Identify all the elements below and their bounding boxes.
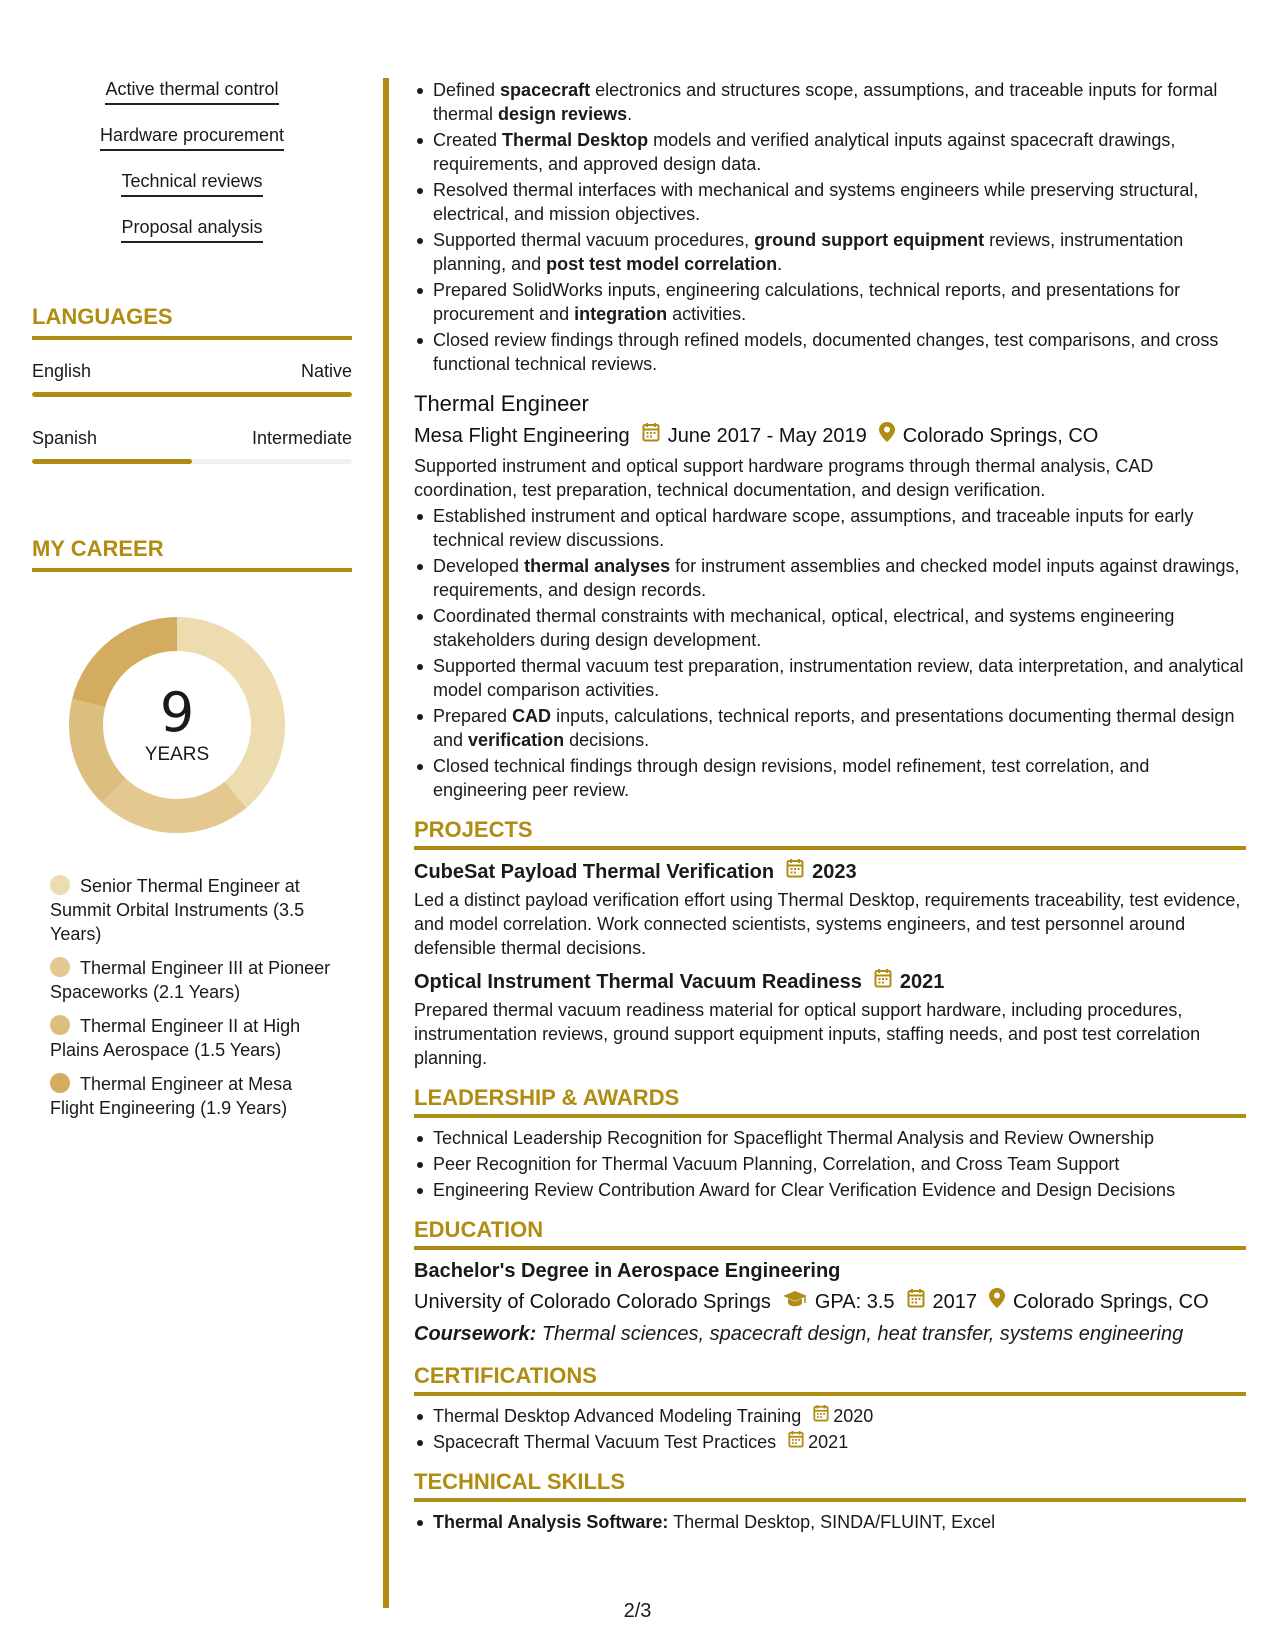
career-legend-item [50,874,334,946]
location-pin-icon [879,422,895,450]
career-heading: MY CAREER [32,536,352,572]
gpa: GPA: 3.5 [814,1291,895,1313]
calendar-icon [786,858,804,885]
career-years-number: 9 [159,681,195,744]
bullet-item: Supported thermal vacuum test preparation, instrumentation review, data interpretation, and analytical model comparison activities. [414,654,1246,702]
calendar-icon [642,422,660,450]
bullet-item: Prepared CAD inputs, calculations, technical reports, and presentations documenting thermal design and verification decisions. [414,704,1246,752]
project-item [414,858,1246,960]
right-column [414,78,1246,1536]
strength-item: Active thermal control [105,78,278,105]
bullet-item: Closed review findings through refined models, documented changes, test comparisons, and cross functional technical reviews. [414,328,1246,376]
career-legend-item [50,956,334,1004]
certification-item [414,1404,1246,1428]
language-level: Native [300,361,352,381]
career-donut-chart [62,610,292,840]
bullet-item: Supported thermal vacuum procedures, ground support equipment reviews, instrumentation planning, and post test model correlation. [414,228,1246,276]
column-divider [383,78,389,1608]
graduation-cap-icon [783,1288,807,1316]
language-name: Spanish [32,428,98,448]
job-dates: June 2017 - May 2019 [667,425,867,447]
certification-name: Thermal Desktop Advanced Modeling Training [433,1406,802,1426]
project-item [414,968,1246,1070]
strength-item: Technical reviews [121,170,262,197]
coursework-label: Coursework: [414,1323,537,1345]
job-title: Thermal Engineer [414,391,589,416]
project-year: 2023 [812,860,857,883]
coursework-text: Thermal sciences, spacecraft design, heat transfer, systems engineering [541,1323,1184,1345]
bullet-item: Created Thermal Desktop models and verified analytical inputs against spacecraft drawings, requirements, and approved design data. [414,128,1246,176]
calendar-icon [874,968,892,995]
project-year: 2021 [899,970,945,993]
bullet-item: Prepared SolidWorks inputs, engineering calculations, technical reports, and presentations for procurement and integration activities. [414,278,1246,326]
project-title: CubeSat Payload Thermal Verification [414,860,775,883]
bullet-item: Developed thermal analyses for instrument assemblies and checked model inputs against drawings, requirements, and design records. [414,554,1246,602]
leadership-list [414,1126,1246,1202]
certifications-list [414,1404,1246,1454]
skill-item [414,1510,1246,1534]
award-item: Engineering Review Contribution Award for Clear Verification Evidence and Design Decisions [414,1178,1246,1202]
calendar-icon [813,1404,829,1428]
project-description: Led a distinct payload verification effort using Thermal Desktop, requirements traceability, test evidence, and model correlation. Work connected scientists, systems engineers, and test personnel around defensible thermal decisions. [414,890,1241,958]
job-location: Colorado Springs, CO [902,425,1099,447]
project-title: Optical Instrument Thermal Vacuum Readiness [414,970,862,993]
career-years-unit: YEARS [144,744,210,765]
job-company: Mesa Flight Engineering [414,425,630,447]
project-description: Prepared thermal vacuum readiness material for optical support hardware, including procedures, instrumentation reviews, ground support equipment inputs, staffing needs, and post test correlation planning. [414,1000,1201,1068]
certification-name: Spacecraft Thermal Vacuum Test Practices [433,1432,777,1452]
legend-dot-icon [50,1015,70,1035]
left-column [32,78,352,1130]
school-name: University of Colorado Colorado Springs [414,1291,771,1313]
language-bar [32,459,352,464]
language-item [32,427,352,464]
calendar-icon [907,1288,925,1316]
education-heading: EDUCATION [414,1218,1246,1250]
degree-title: Bachelor's Degree in Aerospace Engineering [414,1260,841,1282]
strength-item: Hardware procurement [100,124,284,151]
legend-dot-icon [50,957,70,977]
school-location: Colorado Springs, CO [1013,1291,1209,1313]
bullet-item: Coordinated thermal constraints with mechanical, optical, electrical, and systems engineering stakeholders during design development. [414,604,1246,652]
projects-heading: PROJECTS [414,818,1246,850]
language-item [32,360,352,397]
location-pin-icon [989,1288,1005,1316]
bullet-item: Closed technical findings through design revisions, model refinement, test correlation, and engineering peer review. [414,754,1246,802]
languages-heading: LANGUAGES [32,304,352,340]
graduation-year: 2017 [932,1291,978,1313]
calendar-icon [788,1430,804,1454]
career-legend-item [50,1072,334,1120]
skill-label: Thermal Analysis Software: [433,1512,669,1532]
language-bar-fill [32,392,352,397]
career-legend-item [50,1014,334,1062]
language-bar [32,392,352,397]
job-meta [414,422,1246,450]
legend-dot-icon [50,1073,70,1093]
coursework [414,1320,1246,1348]
education-meta [414,1288,1246,1316]
certification-year: 2021 [808,1432,849,1452]
bullet-item: Established instrument and optical hardware scope, assumptions, and traceable inputs for early technical review discussions. [414,504,1246,552]
strengths-list [32,78,352,262]
strength-item: Proposal analysis [121,216,262,243]
leadership-heading: LEADERSHIP & AWARDS [414,1086,1246,1118]
language-bar-fill [32,459,192,464]
career-legend [32,874,352,1120]
previous-job-bullets [414,78,1246,376]
legend-dot-icon [50,875,70,895]
job-summary: Supported instrument and optical support hardware programs through thermal analysis, CAD coordination, test preparation, technical documentation, and design verification. [414,456,1154,500]
language-name: English [32,361,92,381]
bullet-item: Defined spacecraft electronics and structures scope, assumptions, and traceable inputs for formal thermal design reviews. [414,78,1246,126]
skills-list [414,1510,1246,1534]
skill-value: Thermal Desktop, SINDA/FLUINT, Excel [673,1512,996,1532]
certification-item [414,1430,1246,1454]
bullet-item: Resolved thermal interfaces with mechanical and systems engineers while preserving structural, electrical, and mission objectives. [414,178,1246,226]
career-legend-label: Thermal Engineer III at Pioneer Spaceworks (2.1 Years) [50,958,331,1002]
award-item: Technical Leadership Recognition for Spaceflight Thermal Analysis and Review Ownership [414,1126,1246,1150]
skills-heading: TECHNICAL SKILLS [414,1470,1246,1502]
career-legend-label: Thermal Engineer at Mesa Flight Engineering (1.9 Years) [50,1074,293,1118]
career-legend-label: Thermal Engineer II at High Plains Aerospace (1.5 Years) [50,1016,301,1060]
certifications-heading: CERTIFICATIONS [414,1364,1246,1396]
award-item: Peer Recognition for Thermal Vacuum Planning, Correlation, and Cross Team Support [414,1152,1246,1176]
language-level: Intermediate [251,428,352,448]
career-legend-label: Senior Thermal Engineer at Summit Orbital Instruments (3.5 Years) [50,876,305,944]
page-number: 2/3 [623,1600,652,1622]
certification-year: 2020 [833,1406,874,1426]
job-bullets [414,504,1246,802]
